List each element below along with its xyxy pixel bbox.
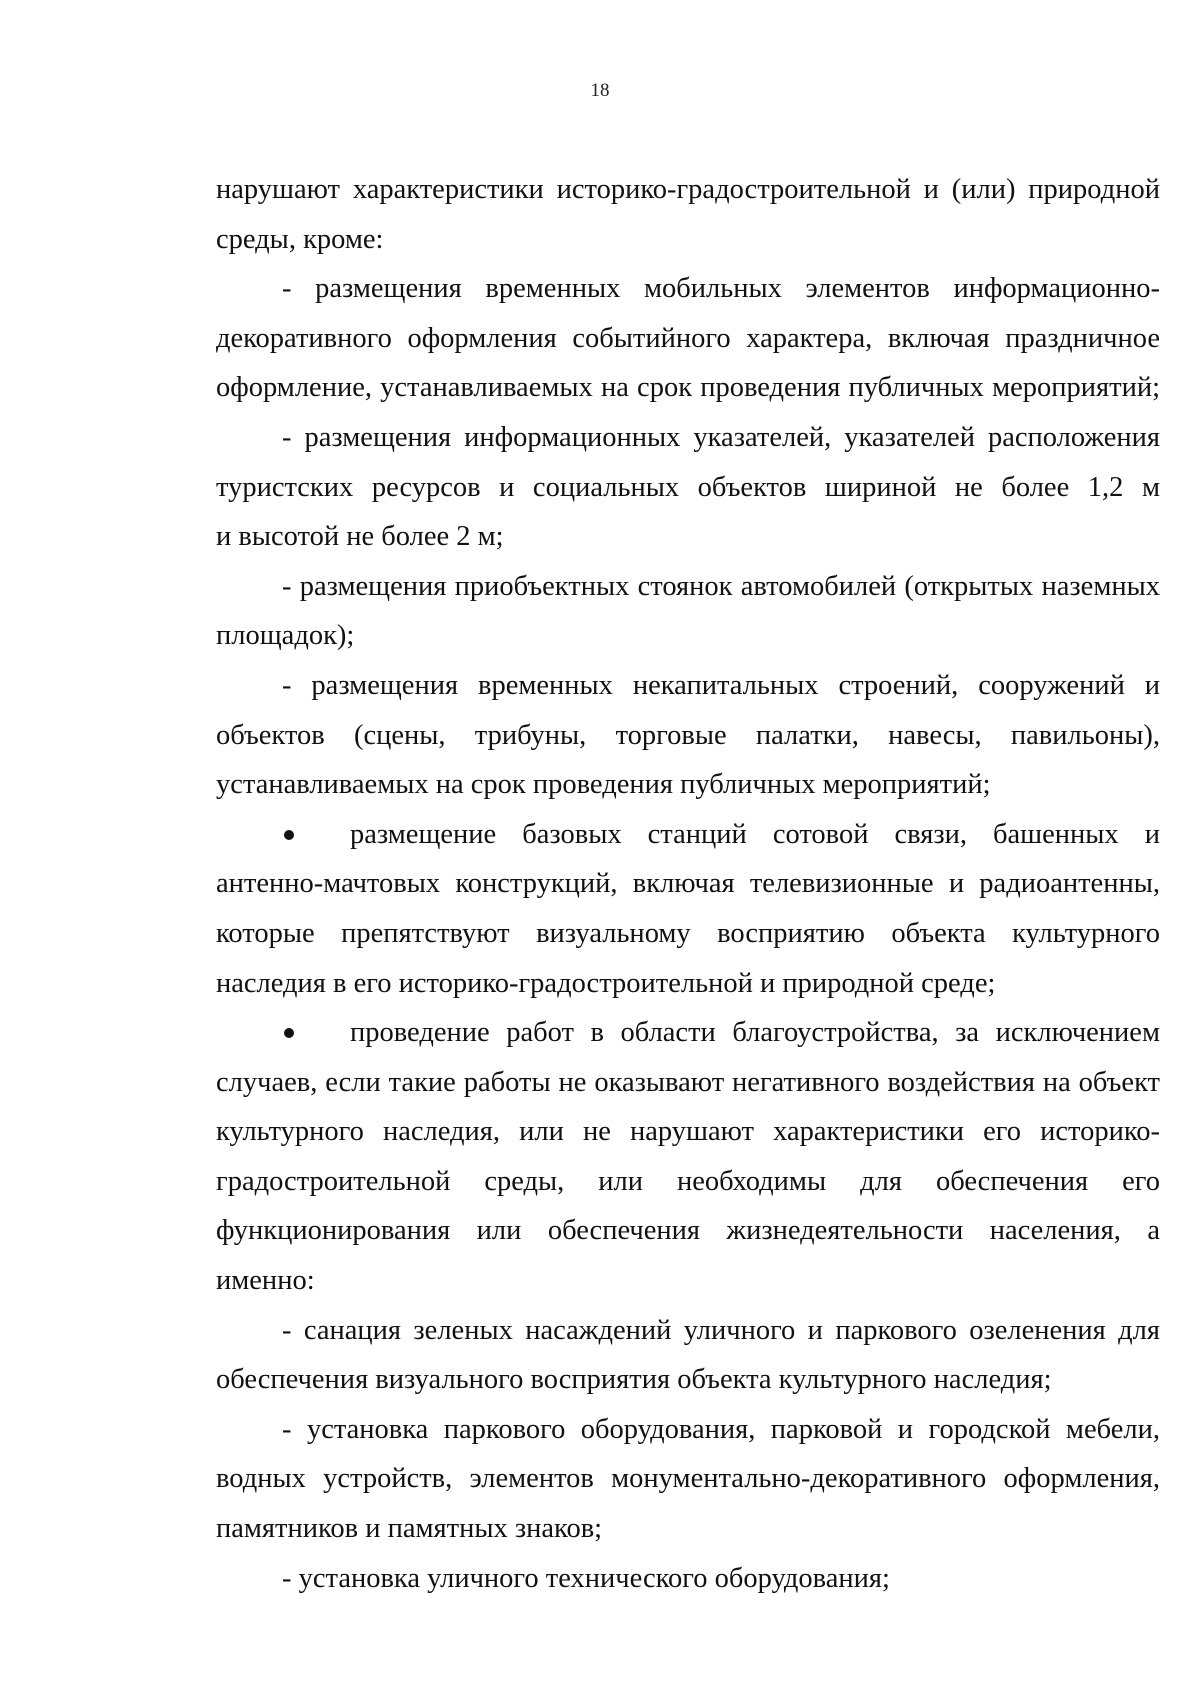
text-line: наследия в его историко-градостроительной и природной среде; bbox=[216, 967, 996, 999]
text-line: нарушают характеристики историко-градостроительной и (или) природной bbox=[216, 174, 1160, 205]
text-line: - размещения временных некапитальных строений, сооружений и bbox=[282, 669, 1160, 701]
paragraph-dash-item bbox=[216, 413, 1160, 562]
bullet-dot-icon bbox=[284, 830, 294, 840]
text-line: - размещения временных мобильных элементов информационно- bbox=[282, 273, 1160, 305]
text-line: - установка уличного технического оборудования; bbox=[282, 1562, 890, 1594]
paragraph-dash-item bbox=[216, 661, 1160, 810]
text-line: площадок); bbox=[216, 620, 355, 652]
text-line: и высотой не более 2 м; bbox=[216, 521, 504, 553]
text-line: туристских ресурсов и социальных объектов шириной не более 1,2 м bbox=[216, 471, 1160, 503]
text-line: устанавливаемых на срок проведения публичных мероприятий; bbox=[216, 769, 991, 801]
text-line: обеспечения визуального восприятия объекта культурного наследия; bbox=[216, 1364, 1052, 1396]
text-line: памятников и памятных знаков; bbox=[216, 1513, 603, 1545]
text-line: декоративного оформления событийного характера, включая праздничное bbox=[216, 322, 1160, 354]
paragraph-dash-item bbox=[216, 1554, 1160, 1604]
paragraph-bullet-item bbox=[216, 810, 1160, 1008]
text-line: функционирования или обеспечения жизнедеятельности населения, а bbox=[216, 1215, 1160, 1247]
paragraph-dash-item bbox=[216, 264, 1160, 413]
text-line: - размещения информационных указателей, указателей расположения bbox=[282, 421, 1160, 453]
text-line: водных устройств, элементов монументально-декоративного оформления, bbox=[216, 1463, 1160, 1495]
paragraph-dash-item bbox=[216, 562, 1160, 661]
text-line: объектов (сцены, трибуны, торговые палатки, навесы, павильоны), bbox=[216, 719, 1160, 751]
text-line: - установка паркового оборудования, парковой и городской мебели, bbox=[282, 1413, 1160, 1445]
text-line: проведение работ в области благоустройства, за исключением bbox=[350, 1017, 1160, 1049]
document-body bbox=[216, 165, 1160, 1603]
text-line: оформление, устанавливаемых на срок проведения публичных мероприятий; bbox=[216, 372, 1160, 404]
paragraph-continuation bbox=[216, 165, 1160, 264]
text-line: культурного наследия, или не нарушают характеристики его историко- bbox=[216, 1116, 1160, 1148]
text-line: антенно-мачтовых конструкций, включая телевизионные и радиоантенны, bbox=[216, 868, 1160, 900]
text-line: градостроительной среды, или необходимы для обеспечения его bbox=[216, 1165, 1160, 1197]
text-line: случаев, если такие работы не оказывают негативного воздействия на объект bbox=[216, 1066, 1160, 1098]
text-line: среды, кроме: bbox=[216, 223, 384, 255]
text-line: именно: bbox=[216, 1265, 315, 1297]
paragraph-bullet-item bbox=[216, 1008, 1160, 1306]
text-line: - санация зеленых насаждений уличного и паркового озеленения для bbox=[282, 1314, 1160, 1346]
paragraph-dash-item bbox=[216, 1306, 1160, 1405]
paragraph-dash-item bbox=[216, 1405, 1160, 1554]
text-line: которые препятствуют визуальному восприятию объекта культурного bbox=[216, 917, 1160, 949]
text-line: - размещения приобъектных стоянок автомобилей (открытых наземных bbox=[282, 570, 1160, 602]
page-number: 18 bbox=[590, 80, 610, 101]
text-line: размещение базовых станций сотовой связи, башенных и bbox=[350, 818, 1160, 850]
